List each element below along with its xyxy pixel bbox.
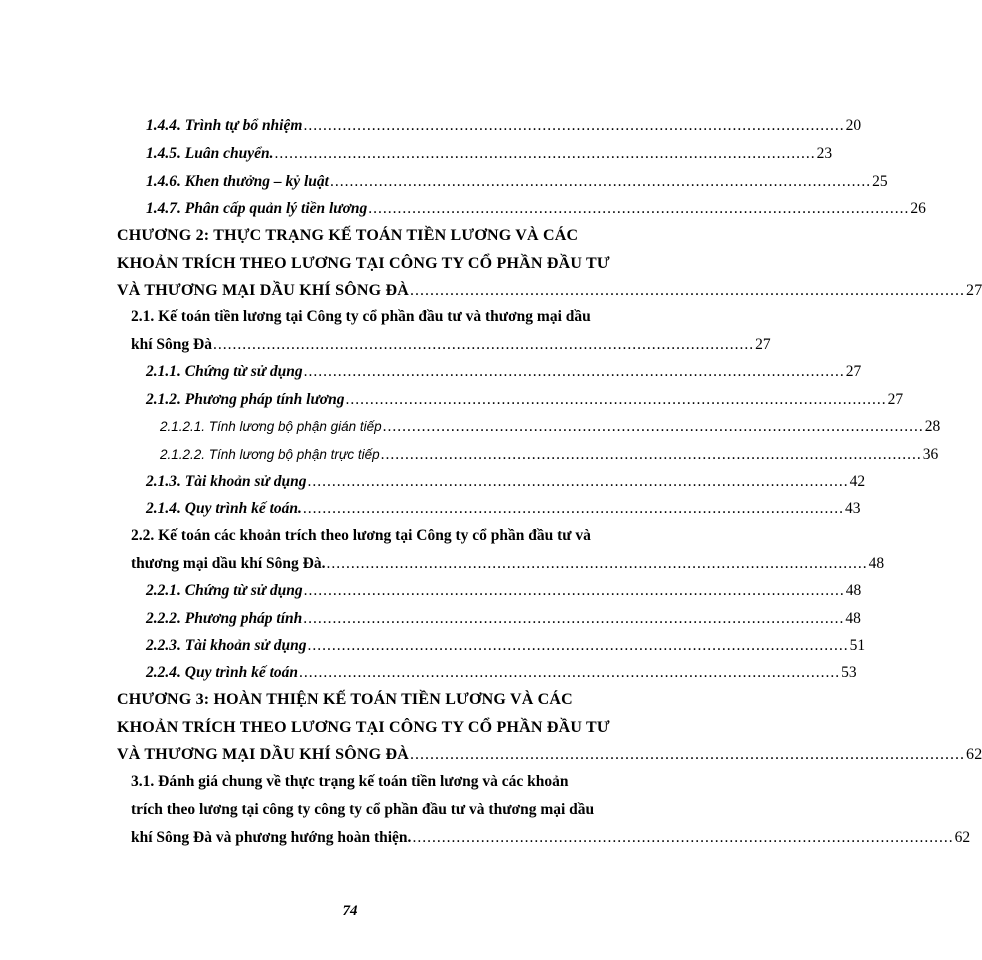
- toc-leader-dots: ...............................................................................................................: [274, 145, 816, 162]
- toc-entry-2-2-3[interactable]: [146, 636, 866, 656]
- toc-entry-title: 2.1.4. Quy trình kế toán.: [146, 500, 302, 517]
- chapter-heading-line: [117, 690, 632, 710]
- toc-entry-2-1-2-2[interactable]: [160, 445, 939, 465]
- page-number: 74: [342, 903, 358, 919]
- section-heading-text: 3.1. Đánh giá chung về thực trạng kế toán tiền lương và các khoản: [131, 773, 569, 790]
- toc-page-number: 62: [966, 746, 982, 763]
- section-heading-text: 2.1. Kế toán tiền lương tại Công ty cổ phần đầu tư và thương mại dầu: [131, 308, 591, 325]
- toc-entry-title: 1.4.4. Trình tự bổ nhiệm: [146, 117, 303, 134]
- toc-page-number: 26: [910, 200, 926, 217]
- toc-entry-title: VÀ THƯƠNG MẠI DẦU KHÍ SÔNG ĐÀ: [117, 746, 410, 763]
- toc-entry-2-2-2[interactable]: [146, 609, 861, 629]
- toc-entry-2-1-4[interactable]: [146, 499, 861, 519]
- section-heading-line: [131, 307, 632, 327]
- toc-entry-1-4-4[interactable]: [146, 116, 862, 136]
- toc-page-number: 51: [849, 637, 866, 654]
- chapter-heading-last-line: [117, 281, 982, 301]
- toc-entry-2-2-1[interactable]: [146, 581, 862, 601]
- section-heading-text: trích theo lương tại công ty công ty cổ phần đầu tư và thương mại dầu: [131, 801, 595, 818]
- toc-page-number: 48: [868, 555, 885, 572]
- toc-entry-2-1-2[interactable]: [146, 390, 904, 410]
- toc-page-number: 23: [816, 145, 833, 162]
- toc-leader-dots: ...............................................................................................................: [299, 664, 841, 681]
- toc-entry-title: 2.1.2.2. Tính lương bộ phận trực tiếp: [160, 447, 380, 462]
- chapter-heading-text: CHƯƠNG 3: HOÀN THIỆN KẾ TOÁN TIỀN LƯƠNG VÀ CÁC: [117, 691, 573, 708]
- toc-leader-dots: ...............................................................................................................: [382, 418, 924, 435]
- toc-page-number: 25: [872, 173, 888, 190]
- toc-entry-title: khí Sông Đà: [131, 336, 212, 353]
- chapter-heading-text: KHOẢN TRÍCH THEO LƯƠNG TẠI CÔNG TY CỔ PHẦN ĐẦU TƯ: [117, 255, 610, 272]
- chapter-heading-text: CHƯƠNG 2: THỰC TRẠNG KẾ TOÁN TIỀN LƯƠNG VÀ CÁC: [117, 227, 579, 244]
- section-heading-line: [131, 526, 632, 546]
- toc-leader-dots: ...............................................................................................................: [303, 363, 845, 380]
- toc-page-number: 27: [845, 363, 862, 380]
- toc-leader-dots: ...............................................................................................................: [303, 610, 845, 627]
- toc-leader-dots: ...............................................................................................................: [212, 336, 755, 353]
- section-heading-line: [131, 772, 632, 792]
- toc-page-number: 43: [845, 500, 861, 517]
- toc-entry-title: 2.2.1. Chứng từ sử dụng: [146, 582, 303, 599]
- toc-page-number: 27: [755, 336, 771, 353]
- toc-leader-dots: ...............................................................................................................: [380, 446, 922, 463]
- toc-entry-title: 2.2.2. Phương pháp tính: [146, 610, 303, 627]
- toc-entry-1-4-5[interactable]: [146, 144, 833, 164]
- toc-page-number: 28: [924, 418, 941, 435]
- toc-entry-title: 1.4.7. Phân cấp quản lý tiền lương: [146, 200, 368, 217]
- chapter-heading-last-line: [117, 745, 982, 765]
- section-heading-last-line: [131, 828, 971, 848]
- toc-leader-dots: ...............................................................................................................: [303, 117, 845, 134]
- section-heading-line: [131, 800, 632, 820]
- toc-entry-2-1-3[interactable]: [146, 472, 866, 492]
- toc-entry-2-1-2-1[interactable]: [160, 417, 941, 437]
- toc-entry-title: khí Sông Đà và phương hướng hoàn thiện.: [131, 829, 412, 846]
- toc-entry-title: VÀ THƯƠNG MẠI DẦU KHÍ SÔNG ĐÀ: [117, 282, 410, 299]
- toc-entry-title: 2.1.3. Tài khoản sử dụng: [146, 473, 307, 490]
- toc-leader-dots: ...............................................................................................................: [345, 391, 887, 408]
- toc-entry-title: 2.2.4. Quy trình kế toán: [146, 664, 299, 681]
- toc-entry-title: 1.4.6. Khen thưởng – kỷ luật: [146, 173, 329, 190]
- toc-page-number: 27: [887, 391, 904, 408]
- section-heading-last-line: [131, 554, 885, 574]
- toc-page-number: 20: [845, 117, 862, 134]
- toc-leader-dots: ...............................................................................................................: [302, 500, 845, 517]
- chapter-heading-line: [117, 226, 632, 246]
- toc-entry-title: 2.2.3. Tài khoản sử dụng: [146, 637, 307, 654]
- toc-page-number: 48: [845, 610, 861, 627]
- toc-page-number: 36: [922, 446, 939, 463]
- toc-leader-dots: ...............................................................................................................: [326, 555, 868, 572]
- toc-leader-dots: ...............................................................................................................: [368, 200, 910, 217]
- chapter-heading-line: [117, 718, 632, 738]
- toc-entry-title: 2.1.2. Phương pháp tính lương: [146, 391, 345, 408]
- toc-entry-title: thương mại dầu khí Sông Đà.: [131, 555, 326, 572]
- toc-leader-dots: ...............................................................................................................: [410, 746, 966, 763]
- toc-entry-1-4-7[interactable]: [146, 199, 926, 219]
- toc-leader-dots: ...............................................................................................................: [412, 829, 954, 846]
- toc-entry-2-2-4[interactable]: [146, 663, 857, 683]
- toc-entry-1-4-6[interactable]: [146, 172, 888, 192]
- toc-page-number: 62: [954, 829, 971, 846]
- toc-entry-2-1-1[interactable]: [146, 362, 862, 382]
- toc-page-number: 42: [849, 473, 866, 490]
- section-heading-last-line: [131, 335, 771, 355]
- toc-page-number: 27: [966, 282, 982, 299]
- toc-page-number: 53: [841, 664, 857, 681]
- toc-leader-dots: ...............................................................................................................: [303, 582, 845, 599]
- toc-page-number: 48: [845, 582, 862, 599]
- toc-leader-dots: ...............................................................................................................: [329, 173, 872, 190]
- toc-entry-title: 2.1.2.1. Tính lương bộ phận gián tiếp: [160, 419, 382, 434]
- section-heading-text: 2.2. Kế toán các khoản trích theo lương tại Công ty cổ phần đầu tư và: [131, 527, 591, 544]
- toc-leader-dots: ...............................................................................................................: [307, 637, 849, 654]
- toc-leader-dots: ...............................................................................................................: [410, 282, 966, 299]
- chapter-heading-line: [117, 254, 632, 274]
- chapter-heading-text: KHOẢN TRÍCH THEO LƯƠNG TẠI CÔNG TY CỔ PHẦN ĐẦU TƯ: [117, 719, 610, 736]
- toc-entry-title: 2.1.1. Chứng từ sử dụng: [146, 363, 303, 380]
- toc-entry-title: 1.4.5. Luân chuyển.: [146, 145, 274, 162]
- toc-leader-dots: ...............................................................................................................: [307, 473, 849, 490]
